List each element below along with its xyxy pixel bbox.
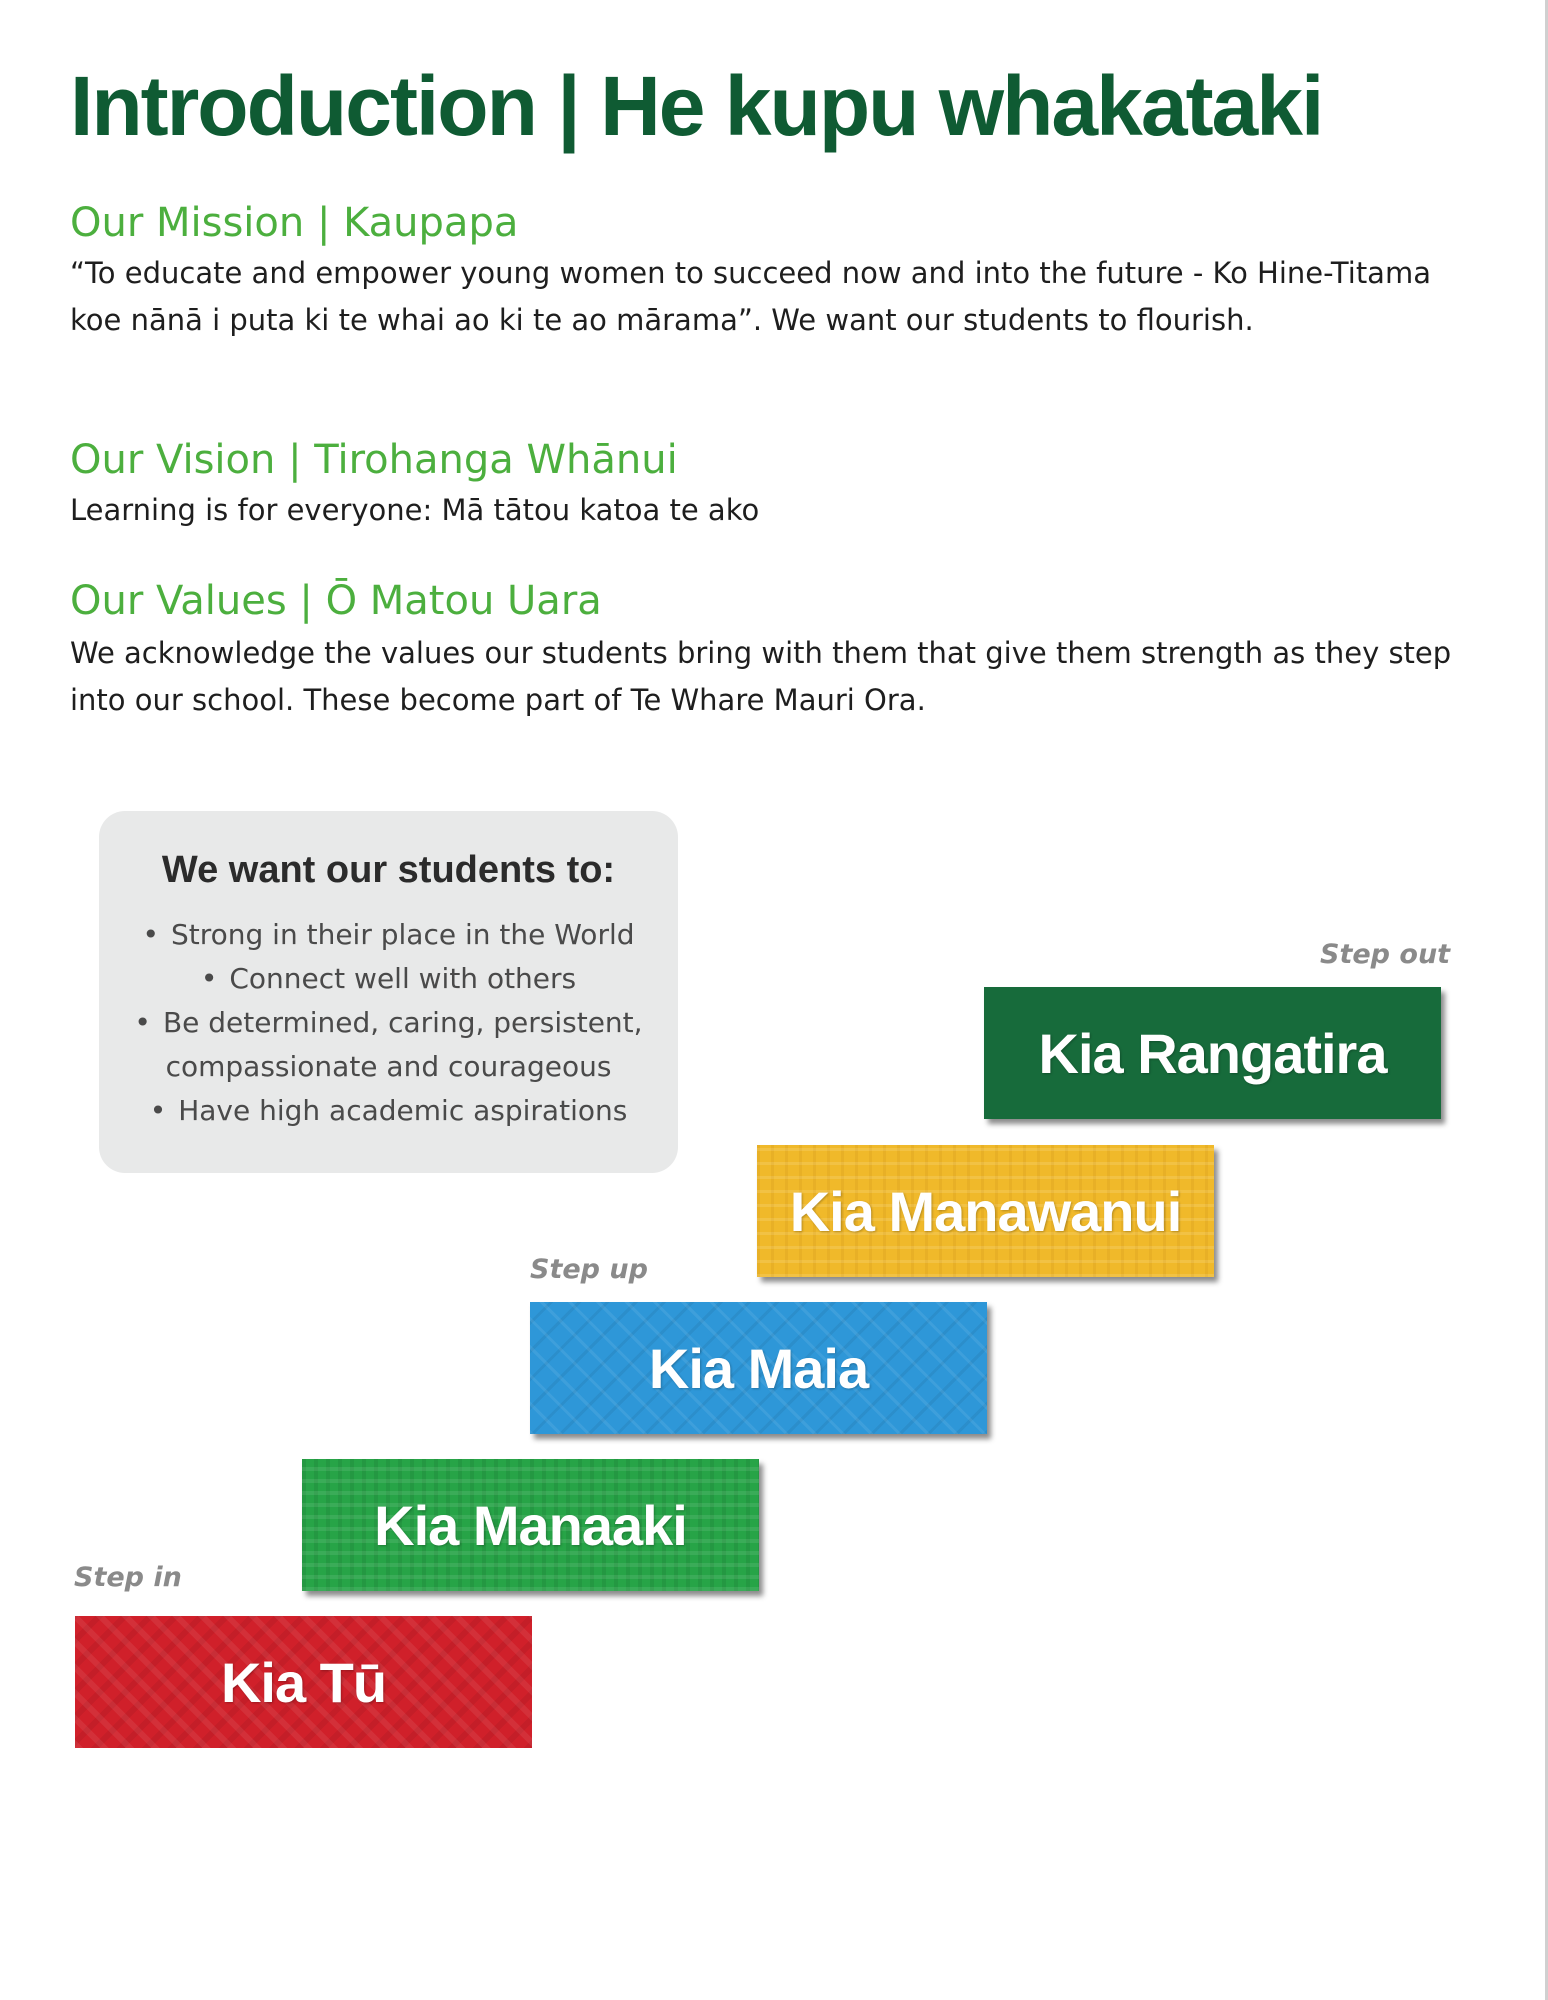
bullet-icon: •: [149, 1094, 167, 1127]
step-up-label: Step up: [530, 1254, 648, 1285]
bullet-icon: •: [200, 962, 218, 995]
vision-text: Learning is for everyone: Mā tātou katoa te ako: [70, 493, 760, 527]
mission-text: “To educate and empower young women to succeed now and into the future - Ko Hine-Titama koe nānā i puta ki te whai ao ki te ao mārama”. We want our students to flourish.: [70, 256, 1431, 337]
vision-heading: Our Vision | Tirohanga Whānui: [70, 437, 678, 483]
students-goals-box: [99, 811, 678, 1173]
mission-heading: Our Mission | Kaupapa: [70, 200, 519, 246]
list-item: • Have high academic aspirations: [149, 1094, 628, 1127]
step-kia-tu: [75, 1616, 532, 1748]
students-goals-heading: We want our students to:: [161, 849, 616, 891]
step-label-text: Kia Tū: [220, 1650, 387, 1714]
step-in-label: Step in: [74, 1562, 182, 1593]
step-label-text: Kia Rangatira: [1038, 1021, 1387, 1085]
list-item: compassionate and courageous: [165, 1050, 612, 1083]
list-item: • Connect well with others: [200, 962, 577, 995]
values-heading: Our Values | Ō Matou Uara: [70, 578, 602, 624]
step-kia-manaaki: [302, 1459, 759, 1591]
step-label-text: Kia Manawanui: [789, 1179, 1182, 1243]
step-kia-rangatira: [984, 987, 1441, 1119]
step-kia-maia: [530, 1302, 987, 1434]
values-text: We acknowledge the values our students bring with them that give them strength as they step into our school. These become part of Te Whare Mauri Ora.: [70, 636, 1452, 717]
step-kia-manawanui: [757, 1145, 1214, 1277]
bullet-icon: •: [134, 1006, 151, 1039]
step-label-text: Kia Maia: [648, 1336, 869, 1400]
step-label-text: Kia Manaaki: [374, 1493, 687, 1557]
list-item: • Strong in their place in the World: [142, 918, 635, 951]
bullet-icon: •: [142, 918, 159, 951]
step-out-label: Step out: [1320, 939, 1451, 970]
students-goals-list: [99, 913, 678, 1133]
list-item: • Be determined, caring, persistent,: [134, 1006, 643, 1039]
page-title: Introduction | He kupu whakataki: [70, 59, 1323, 153]
